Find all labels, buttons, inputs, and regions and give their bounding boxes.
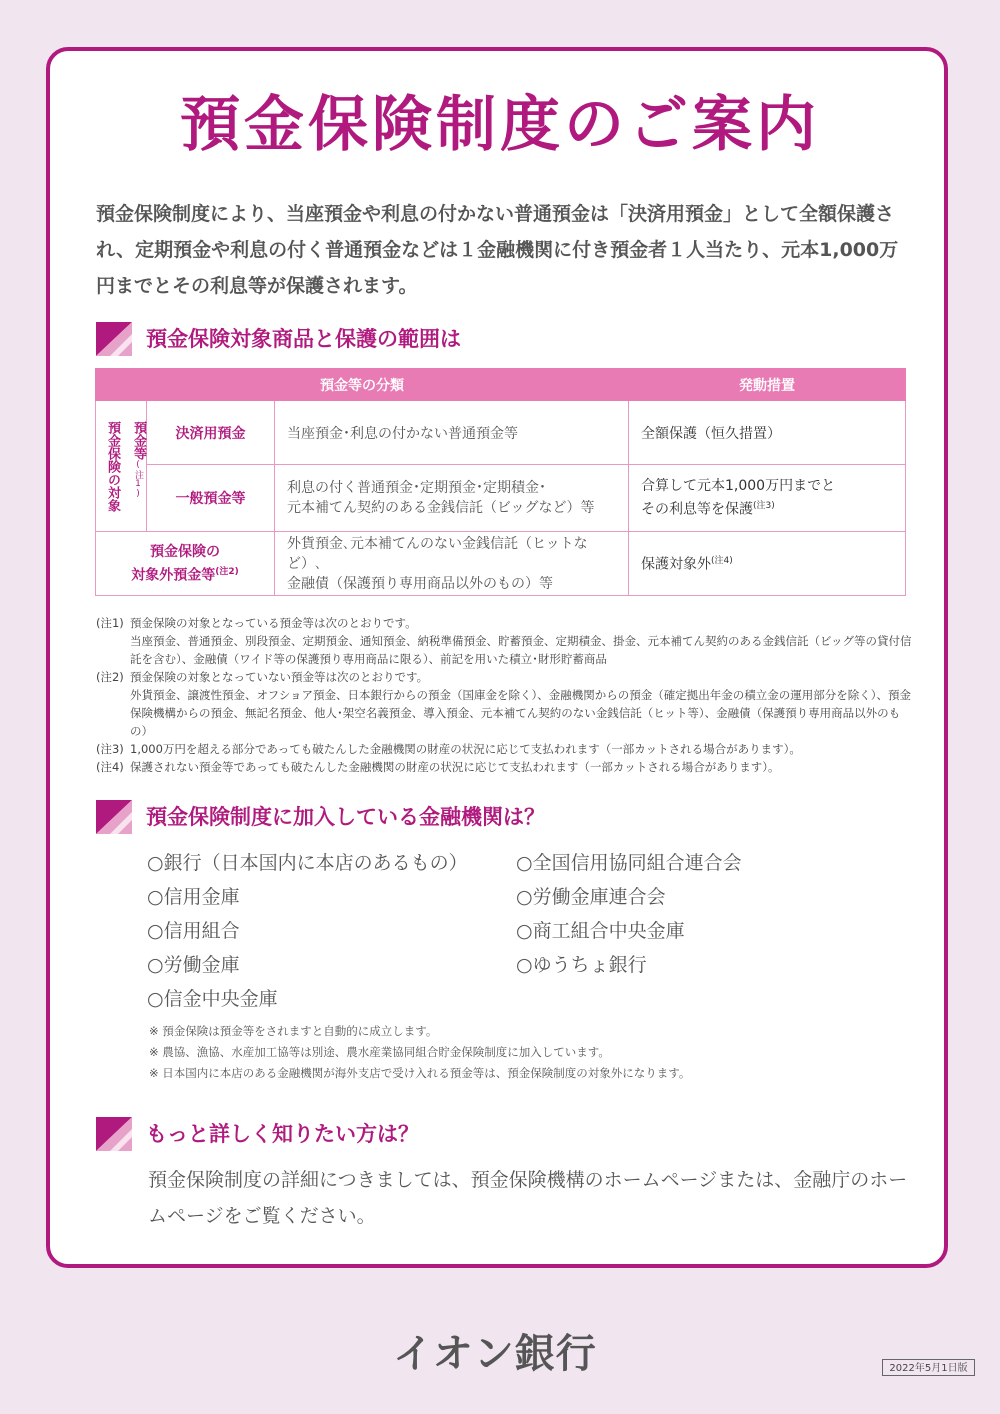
covered-inner-label: 預金保険の対象 <box>105 420 120 512</box>
coverage-table <box>95 368 906 596</box>
footnote-text: 預金保険の対象となっていない預金等は次のとおりです。 <box>130 670 429 684</box>
institution-item: ○ゆうちょ銀行 <box>516 954 647 976</box>
more-info-text: 預金保険制度の詳細につきましては、預金保険機構のホームページまたは、金融庁のホームページをご覧ください。 <box>148 1169 908 1227</box>
row1-measure: 全額保護（恒久措置） <box>629 401 906 465</box>
row3-measure-text: 保護対象外 <box>641 556 712 573</box>
row2-name: 一般預金等 <box>147 465 275 532</box>
row2-measure-line2: その利息等を保護 <box>641 501 754 518</box>
footnote-2 <box>96 668 916 686</box>
row1-name: 決済用預金 <box>147 401 275 465</box>
covered-outer-note: (注1) <box>133 459 143 499</box>
institution-item: ○労働金庫 <box>147 954 240 976</box>
row3-examples-line1: 外貨預金､元本補てんのない金銭信託（ヒットなど）､ <box>287 535 588 572</box>
table-row <box>96 532 906 596</box>
asterisk-note: ※ 預金保険は預金等をされますと自動的に成立します。 <box>149 1024 438 1038</box>
footnote-label: (注1) <box>96 616 124 630</box>
footnote-text: 保護されない預金等であっても破たんした金融機関の財産の状況に応じて支払われます（一部カットされる場合があります）。 <box>130 760 780 774</box>
aeon-bank-logo: イオン銀行 <box>393 1331 597 1377</box>
row3-name-note: (注2) <box>215 566 239 577</box>
section-marker-icon <box>96 322 132 356</box>
institution-item: ○信用組合 <box>147 920 240 942</box>
footnote-detail: 当座預金、普通預金、別段預金、定期預金、通知預金、納税準備預金、貯蓄預金、定期積金、掛金、元本補てん契約のある金銭信託（ビッグ等の貸付信託を含む）、金融債（ワイド等の保護預り専用商品に限る）、前記を用いた積立･財形貯蓄商品 <box>130 634 912 666</box>
section-title: 預金保険制度に加入している金融機関は？ <box>146 805 545 829</box>
table-header-row <box>96 369 906 401</box>
footnote-text: 預金保険の対象となっている預金等は次のとおりです。 <box>130 616 417 630</box>
row2-measure-line1: 合算して元本1,000万円までと <box>641 478 836 495</box>
footnote-label: (注4) <box>96 760 124 774</box>
institution-item: ○信用金庫 <box>147 886 240 908</box>
table-row <box>96 465 906 532</box>
row1-examples: 当座預金･利息の付かない普通預金等 <box>275 401 629 465</box>
header-category: 預金等の分類 <box>96 369 629 401</box>
row2-examples-line2: 元本補てん契約のある金銭信託（ビッグなど）等 <box>287 500 595 516</box>
footnote-3 <box>96 740 916 758</box>
institution-item: ○全国信用協同組合連合会 <box>516 852 742 874</box>
section-title: 預金保険対象商品と保護の範囲は <box>146 327 461 351</box>
institution-item: ○商工組合中央金庫 <box>516 920 685 942</box>
institution-item: ○信金中央金庫 <box>147 988 278 1010</box>
footnote-text: 1,000万円を超える部分であっても破たんした金融機関の財産の状況に応じて支払われます（一部カットされる場合があります）。 <box>130 742 801 756</box>
row3-measure <box>629 532 906 596</box>
section-marker-icon <box>96 1117 132 1151</box>
section-title: もっと詳しく知りたい方は？ <box>146 1122 419 1146</box>
covered-group-cell <box>96 401 147 532</box>
footnote-4 <box>96 758 916 776</box>
covered-outer-label: 預金等 <box>131 420 146 460</box>
footnote-detail: 外貨預金、譲渡性預金、オフショア預金、日本銀行からの預金（国庫金を除く）、金融機関からの預金（確定拠出年金の積立金の運用部分を除く）、預金保険機構からの預金、無記名預金、他人･架空名義預金、導入預金、元本補てん契約のない金銭信託（ヒット等）、金融債（保護預り専用商品以外のもの） <box>130 688 911 738</box>
footnote-1 <box>96 614 916 632</box>
row2-measure-note: (注3) <box>753 501 775 512</box>
row2-examples-line1: 利息の付く普通預金･定期預金･定期積金･ <box>287 480 546 496</box>
page-title: 預金保険制度のご案内 <box>180 90 820 160</box>
row3-examples-line2: 金融債（保護預り専用商品以外のもの）等 <box>287 575 553 592</box>
row3-name <box>96 532 275 596</box>
asterisk-note: ※ 農協、漁協、水産加工協等は別途、農水産業協同組合貯金保険制度に加入しています。 <box>149 1045 610 1059</box>
edition-date: 2022年5月1日版 <box>882 1359 975 1376</box>
row2-measure <box>629 465 906 532</box>
section-marker-icon <box>96 800 132 834</box>
row3-name-line2: 対象外預金等 <box>131 567 216 584</box>
header-measure: 発動措置 <box>629 369 906 401</box>
footnote-label: (注3) <box>96 742 124 756</box>
intro-text: 預金保険制度により、当座預金や利息の付かない普通預金は「決済用預金」として全額保護され、定期預金や利息の付く普通預金などは１金融機関に付き預金者１人当たり、元本1,000万円までとその利息等が保護されます。 <box>96 203 899 297</box>
institution-item: ○労働金庫連合会 <box>516 886 666 908</box>
footnotes <box>96 614 916 776</box>
row3-measure-note: (注4) <box>711 556 733 567</box>
row3-name-line1: 預金保険の <box>150 543 220 560</box>
row3-examples <box>275 532 629 596</box>
table-row <box>96 401 906 465</box>
asterisk-note: ※ 日本国内に本店のある金融機関が海外支店で受け入れる預金等は、預金保険制度の対象外になります。 <box>149 1066 691 1080</box>
institution-item: ○銀行（日本国内に本店のあるもの） <box>147 852 468 874</box>
footnote-label: (注2) <box>96 670 124 684</box>
row2-examples <box>275 465 629 532</box>
